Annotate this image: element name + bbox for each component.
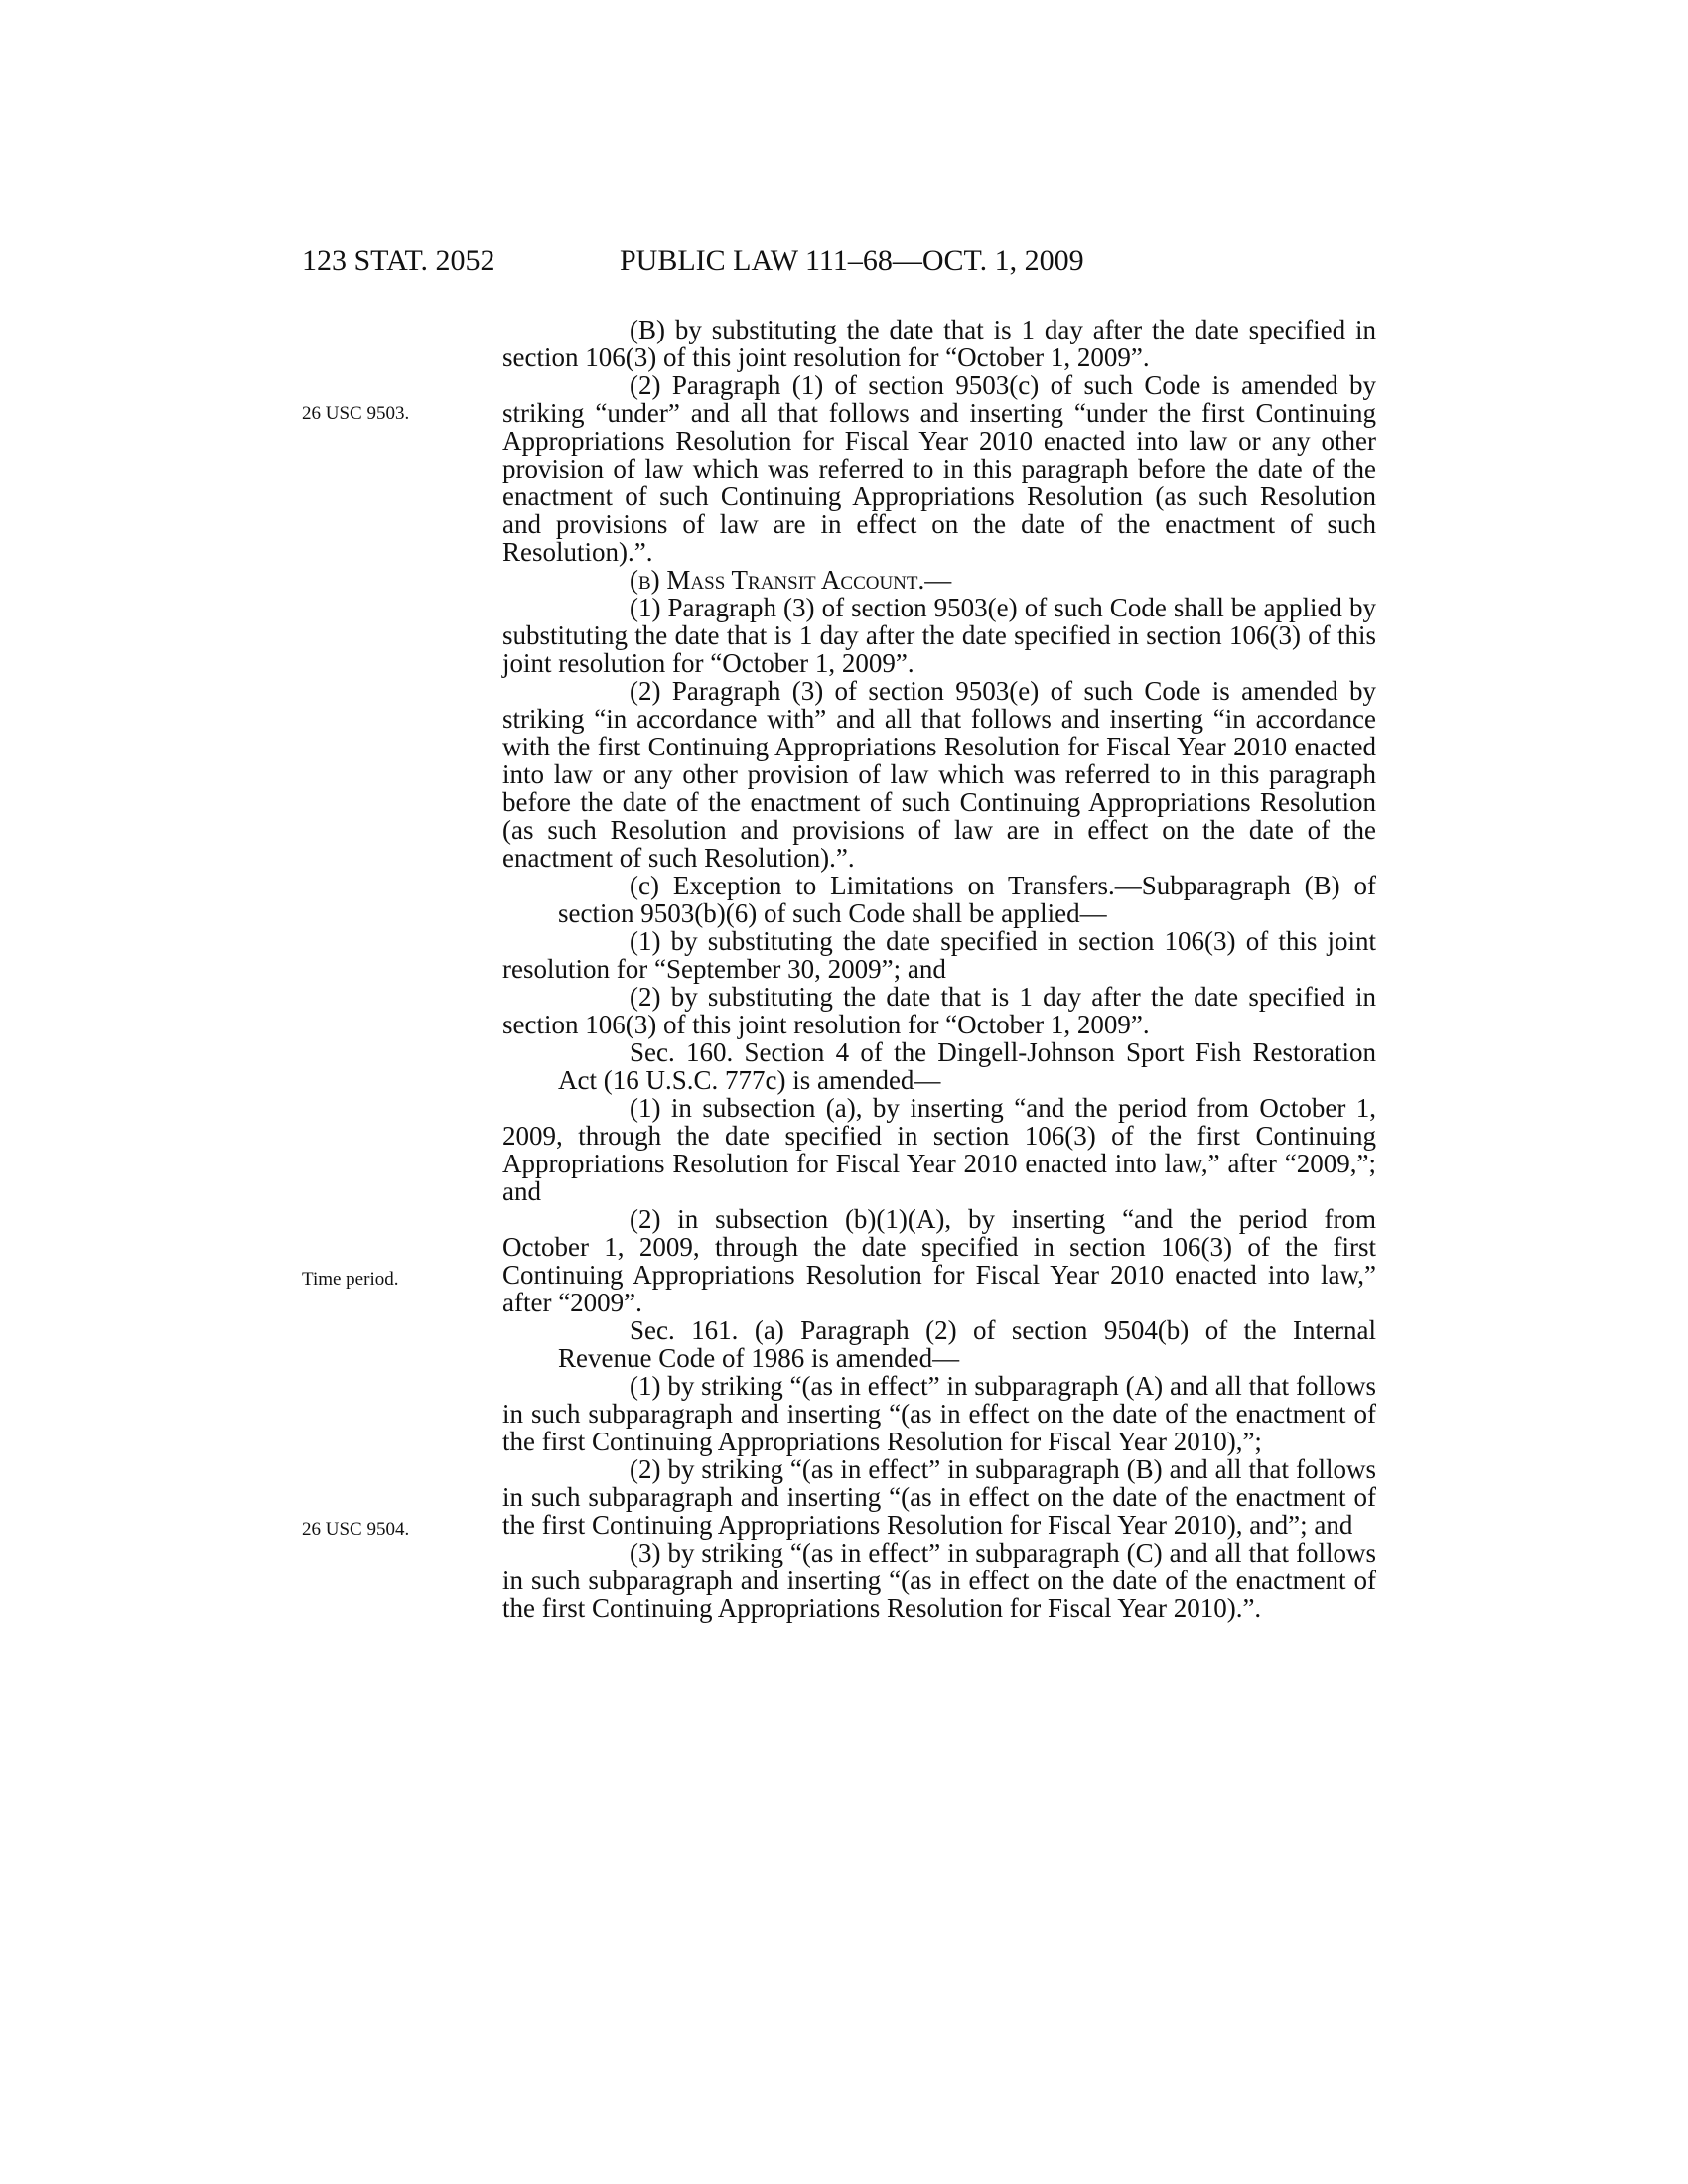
statute-body (502, 316, 1376, 1622)
section-160-paragraph-1: (1) in subsection (a), by inserting “and the period from October 1, 2009, through the date specified in section 106(3) of the first Continuing Appropriations Resolution for Fiscal Year 2010 enacted into law,” after “2009,”; and (502, 1093, 1376, 1206)
statute-page-number: 123 STAT. 2052 (302, 244, 495, 277)
section-161: Sec. 161. (a) Paragraph (2) of section 9504(b) of the Internal Revenue Code of 1986 is amended— (558, 1315, 1376, 1373)
paragraph-2-section-9503e: (2) Paragraph (3) of section 9503(e) of such Code is amended by striking “in accordance with” and all that follows and inserting “in accordance with the first Continuing Appropriations Resolution for Fiscal Year 2010 enacted into law or any other provision of law which was referred to in this paragraph before the date of the enactment of such Continuing Appropriations Resolution (as such Resolution and provisions of law are in effect on the date of the enactment of such Resolution).”. (502, 676, 1376, 873)
section-161-paragraph-1: (1) by striking “(as in effect” in subparagraph (A) and all that follows in such subparagraph and inserting “(as in effect on the date of the enactment of the first Continuing Appropriations Resolution for Fiscal Year 2010),”; (502, 1371, 1376, 1456)
heading-exception-to-limitations: (c) Exception to Limitations on Transfers.—Subparagraph (B) of section 9503(b)(6) of such Code shall be applied— (558, 871, 1376, 928)
public-law-title: PUBLIC LAW 111–68—OCT. 1, 2009 (620, 244, 1084, 277)
margin-note-26-usc-9504: 26 USC 9504. (302, 1519, 410, 1540)
margin-note-time-period: Time period. (302, 1269, 399, 1290)
paragraph-1-section-9503e: (1) Paragraph (3) of section 9503(e) of such Code shall be applied by substituting the date that is 1 day after the date specified in section 106(3) of this joint resolution for “October 1, 2009”. (502, 593, 1376, 678)
paragraph-b-substitution: (B) by substituting the date that is 1 day after the date specified in section 106(3) of this joint resolution for “October 1, 2009”. (502, 315, 1376, 372)
page-header (302, 244, 1374, 284)
paragraph-1-september-30: (1) by substituting the date specified in section 106(3) of this joint resolution for “September 30, 2009”; and (502, 926, 1376, 984)
paragraph-2-october-1: (2) by substituting the date that is 1 day after the date specified in section 106(3) of this joint resolution for “October 1, 2009”. (502, 982, 1376, 1039)
section-160: Sec. 160. Section 4 of the Dingell-Johnson Sport Fish Restoration Act (16 U.S.C. 777c) is amended— (558, 1037, 1376, 1095)
paragraph-2-section-9503c: (2) Paragraph (1) of section 9503(c) of such Code is amended by striking “under” and all that follows and inserting “under the first Continuing Appropriations Resolution for Fiscal Year 2010 enacted into law or any other provision of law which was referred to in this paragraph before the date of the enactment of such Continuing Appropriations Resolution (as such Resolution and provisions of law are in effect on the date of the enactment of such Resolution).”. (502, 370, 1376, 567)
section-161-paragraph-3: (3) by striking “(as in effect” in subparagraph (C) and all that follows in such subparagraph and inserting “(as in effect on the date of the enactment of the first Continuing Appropriations Resolution for Fiscal Year 2010).”. (502, 1538, 1376, 1623)
margin-note-26-usc-9503: 26 USC 9503. (302, 403, 410, 424)
section-161-paragraph-2: (2) by striking “(as in effect” in subparagraph (B) and all that follows in such subparagraph and inserting “(as in effect on the date of the enactment of the first Continuing Appropriations Resolution for Fiscal Year 2010), and”; and (502, 1454, 1376, 1540)
section-160-paragraph-2: (2) in subsection (b)(1)(A), by inserting “and the period from October 1, 2009, through the date specified in section 106(3) of the first Continuing Appropriations Resolution for Fiscal Year 2010 enacted into law,” after “2009”. (502, 1204, 1376, 1317)
heading-mass-transit-account: (b) Mass Transit Account.— (630, 565, 952, 595)
